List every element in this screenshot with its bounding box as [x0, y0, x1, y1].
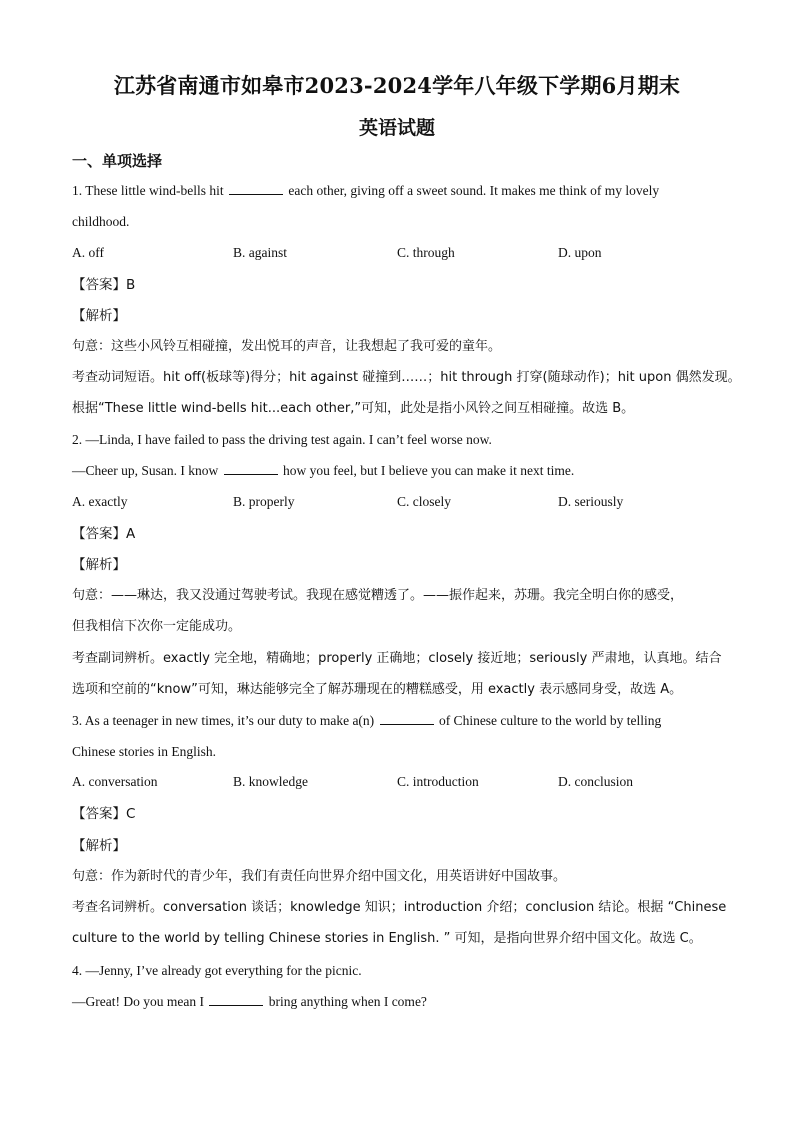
section-heading: 一、单项选择	[72, 152, 163, 170]
q3-stem-after: of Chinese culture to the world by telling	[438, 713, 662, 728]
q1-option-b: B. against	[233, 245, 287, 260]
q4-stem-before: —Great! Do you mean I	[72, 994, 204, 1009]
q4-stem-after: bring anything when I come?	[268, 994, 427, 1009]
q2-explain-vocab: 考查副词辨析。exactly 完全地，精确地；properly 正确地；closely 接近地；seriously 严肃地，认真地。结合	[72, 651, 722, 666]
q2-stem-line1: 2. —Linda, I have failed to pass the driving test again. I can’t feel worse now.	[72, 432, 492, 447]
q3-option-c: C. introduction	[397, 774, 479, 789]
q1-stem-line2: childhood.	[72, 214, 130, 229]
q2-stem-before: —Cheer up, Susan. I know	[72, 463, 219, 478]
q2-analysis-tag: 【解析】	[72, 557, 126, 573]
q3-option-d: D. conclusion	[558, 774, 633, 789]
q1-option-d: D. upon	[558, 245, 602, 260]
q2-answer: 【答案】A	[72, 526, 136, 542]
q1-explain-reason: 根据“These little wind-bells hit...each other,”可知，此处是指小风铃之间互相碰撞。故选 B。	[72, 401, 635, 416]
q2-explain-meaning: 句意：——琳达，我又没通过驾驶考试。我现在感觉糟透了。——振作起来，苏珊。我完全明白你的感受，	[72, 588, 684, 603]
q2-option-c: C. closely	[397, 494, 451, 509]
q1-explain-meaning: 句意：这些小风铃互相碰撞，发出悦耳的声音，让我想起了我可爱的童年。	[72, 339, 502, 354]
q2-stem-after: how you feel, but I believe you can make it next time.	[282, 463, 575, 478]
q2-option-d: D. seriously	[558, 494, 624, 509]
q1-option-a: A. off	[72, 245, 104, 260]
q3-explain-meaning: 句意：作为新时代的青少年，我们有责任向世界介绍中国文化，用英语讲好中国故事。	[72, 869, 567, 884]
q1-stem-after: each other, giving off a sweet sound. It makes me think of my lovely	[288, 183, 660, 198]
q1-stem	[72, 182, 734, 200]
q3-option-a: A. conversation	[72, 774, 158, 789]
q2-option-a: A. exactly	[72, 494, 128, 509]
q1-explain-vocab: 考查动词短语。hit off(板球等)得分；hit against 碰撞到……；hit through 打穿(随球动作)；hit upon 偶然发现。	[72, 370, 741, 385]
q4-blank	[209, 993, 263, 1006]
q1-stem-before: 1. These little wind-bells hit	[72, 183, 224, 198]
q1-analysis-tag: 【解析】	[72, 308, 126, 324]
q1-option-c: C. through	[397, 245, 455, 260]
q4-stem-line1: 4. —Jenny, I’ve already got everything for the picnic.	[72, 963, 362, 978]
q3-stem-before: 3. As a teenager in new times, it’s our duty to make a(n)	[72, 713, 375, 728]
q3-analysis-tag: 【解析】	[72, 838, 126, 854]
q2-explain-meaning-cont: 但我相信下次你一定能成功。	[72, 619, 242, 634]
q2-explain-reason: 选项和空前的“know”可知，琳达能够完全了解苏珊现在的糟糕感受，用 exactly 表示感同身受，故选 A。	[72, 682, 683, 697]
q4-stem	[72, 993, 734, 1011]
q2-stem	[72, 462, 734, 480]
q3-option-b: B. knowledge	[233, 774, 308, 789]
q1-blank	[229, 182, 283, 195]
q1-answer: 【答案】B	[72, 277, 136, 293]
document-title: 江苏省南通市如皋市2023-2024学年八年级下学期6月期末	[113, 73, 681, 98]
q2-blank	[224, 462, 278, 475]
q3-explain-reason: culture to the world by telling Chinese stories in English. ” 可知，是指向世界介绍中国文化。故选 C。	[72, 931, 702, 946]
document-subtitle: 英语试题	[358, 117, 435, 139]
q2-option-b: B. properly	[233, 494, 295, 509]
q3-stem	[72, 712, 734, 730]
q3-stem-line2: Chinese stories in English.	[72, 744, 216, 759]
q3-blank	[380, 712, 434, 725]
q3-answer: 【答案】C	[72, 806, 136, 822]
q3-explain-vocab: 考查名词辨析。conversation 谈话；knowledge 知识；introduction 介绍；conclusion 结论。根据 “Chinese	[72, 900, 727, 915]
